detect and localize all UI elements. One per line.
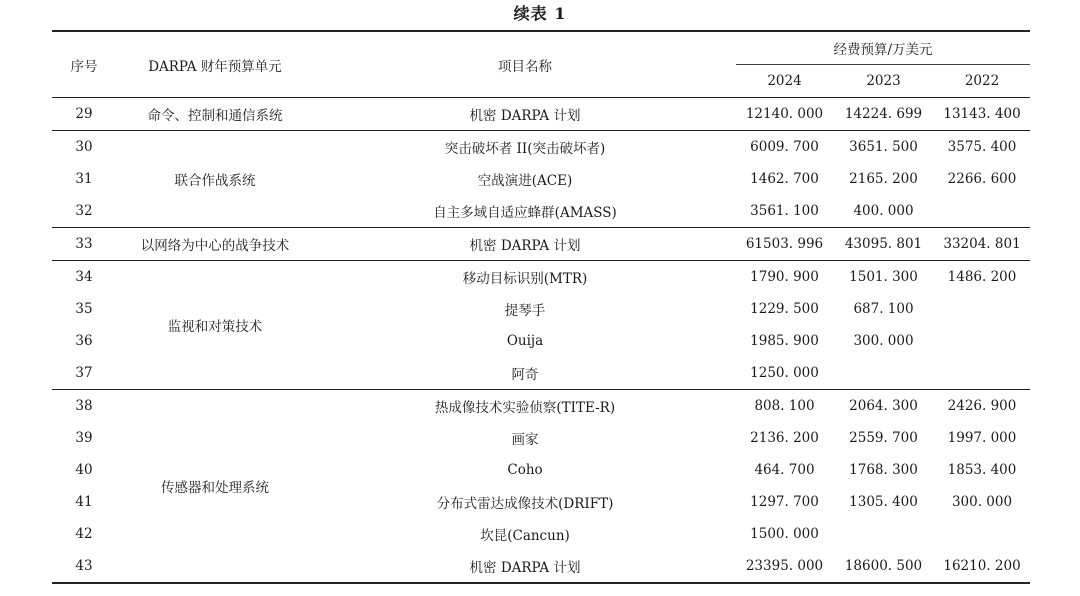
project-name: 机密 DARPA 计划 — [314, 98, 736, 131]
value-2022: 2266. 600 — [947, 171, 1017, 187]
header-index: 序号 — [52, 31, 116, 98]
value-2022 — [934, 325, 1030, 357]
project-name: 画家 — [511, 432, 539, 448]
value-2023: 2165. 200 — [849, 171, 918, 187]
table-body — [52, 98, 1030, 584]
value-2023: 3651. 500 — [849, 139, 918, 155]
value-2023: 14224. 699 — [833, 98, 934, 131]
project-name: 分布式雷达成像技术(DRIFT) — [436, 496, 614, 512]
budget-unit: 联合作战系统 — [116, 131, 314, 228]
value-2024: 1500. 000 — [750, 526, 819, 542]
project-name: 自主多域自适应蜂群(AMASS) — [314, 195, 736, 228]
row-index: 35 — [75, 301, 93, 317]
value-2023: 400. 000 — [833, 195, 934, 228]
value-2023: 43095. 801 — [833, 228, 934, 261]
table-row — [52, 390, 1030, 423]
value-2024: 1985. 900 — [750, 333, 819, 349]
value-2024: 6009. 700 — [750, 139, 819, 155]
value-2024: 1250. 000 — [736, 357, 833, 390]
table-caption: 续表 1 — [513, 4, 567, 23]
header-year-2023: 2023 — [833, 65, 934, 98]
row-index: 42 — [75, 526, 93, 542]
table-header — [52, 31, 1030, 98]
project-name: 热成像技术实验侦察(TITE-R) — [434, 400, 616, 416]
project-name: 阿奇 — [314, 357, 736, 390]
value-2024: 12140. 000 — [736, 98, 833, 131]
value-2023: 687. 100 — [853, 301, 914, 317]
header-year-2024: 2024 — [736, 65, 833, 98]
value-2024: 808. 100 — [754, 398, 815, 414]
row-index: 38 — [75, 398, 93, 414]
project-name: Ouija — [506, 333, 544, 349]
value-2023: 1501. 300 — [849, 269, 918, 285]
value-2022: 16210. 200 — [934, 550, 1030, 583]
project-name: 空战演进(ACE) — [477, 173, 573, 189]
value-2022: 1486. 200 — [947, 269, 1017, 285]
header-budget: 经费预算/万美元 — [736, 31, 1030, 65]
value-2023: 300. 000 — [853, 333, 914, 349]
value-2024: 464. 700 — [754, 462, 815, 478]
row-index: 29 — [52, 98, 116, 131]
value-2023: 1305. 400 — [849, 494, 918, 510]
value-2022 — [934, 518, 1030, 550]
row-index: 32 — [52, 195, 116, 228]
value-2023: 1768. 300 — [849, 462, 918, 478]
value-2024: 1229. 500 — [750, 301, 819, 317]
value-2022 — [934, 293, 1030, 325]
value-2024: 3561. 100 — [736, 195, 833, 228]
project-name: 移动目标识别(MTR) — [462, 271, 588, 287]
table-row — [52, 131, 1030, 164]
value-2022: 3575. 400 — [947, 139, 1017, 155]
header-unit: DARPA 财年预算单元 — [116, 31, 314, 98]
value-2023: 2559. 700 — [849, 430, 918, 446]
row-index: 31 — [75, 171, 93, 187]
row-index: 43 — [52, 550, 116, 583]
table-row — [52, 98, 1030, 131]
header-project: 项目名称 — [314, 31, 736, 98]
project-name: 机密 DARPA 计划 — [314, 228, 736, 261]
table-row — [52, 261, 1030, 294]
value-2022: 33204. 801 — [934, 228, 1030, 261]
value-2022: 1853. 400 — [947, 462, 1017, 478]
value-2022 — [934, 357, 1030, 390]
value-2024: 1297. 700 — [750, 494, 819, 510]
value-2023: 2064. 300 — [849, 398, 918, 414]
project-name: 突击破坏者 II(突击破坏者) — [444, 141, 606, 157]
value-2022: 13143. 400 — [934, 98, 1030, 131]
table-row — [52, 228, 1030, 261]
row-index: 40 — [75, 462, 93, 478]
budget-unit: 传感器和处理系统 — [116, 390, 314, 584]
row-index: 33 — [52, 228, 116, 261]
project-name: 坎昆(Cancun) — [480, 528, 570, 544]
project-name: 机密 DARPA 计划 — [314, 550, 736, 583]
value-2023 — [833, 357, 934, 390]
value-2022: 2426. 900 — [947, 398, 1017, 414]
value-2022: 300. 000 — [951, 494, 1013, 510]
project-name: Coho — [507, 462, 543, 478]
value-2024: 1790. 900 — [750, 269, 819, 285]
value-2024: 23395. 000 — [736, 550, 833, 583]
project-name: 提琴手 — [504, 303, 546, 319]
budget-unit: 以网络为中心的战争技术 — [116, 228, 314, 261]
budget-unit: 监视和对策技术 — [116, 261, 314, 390]
row-index: 36 — [75, 333, 93, 349]
value-2023: 18600. 500 — [833, 550, 934, 583]
header-year-2022: 2022 — [934, 65, 1030, 98]
value-2024: 1462. 700 — [750, 171, 819, 187]
value-2022: 1997. 000 — [947, 430, 1017, 446]
row-index: 39 — [75, 430, 93, 446]
row-index: 37 — [52, 357, 116, 390]
row-index: 30 — [75, 139, 93, 155]
value-2023 — [833, 518, 934, 550]
budget-table — [52, 30, 1030, 584]
value-2022 — [934, 195, 1030, 228]
value-2024: 2136. 200 — [750, 430, 819, 446]
budget-unit: 命令、控制和通信系统 — [116, 98, 314, 131]
value-2024: 61503. 996 — [736, 228, 833, 261]
row-index: 34 — [75, 269, 93, 285]
row-index: 41 — [75, 494, 93, 510]
